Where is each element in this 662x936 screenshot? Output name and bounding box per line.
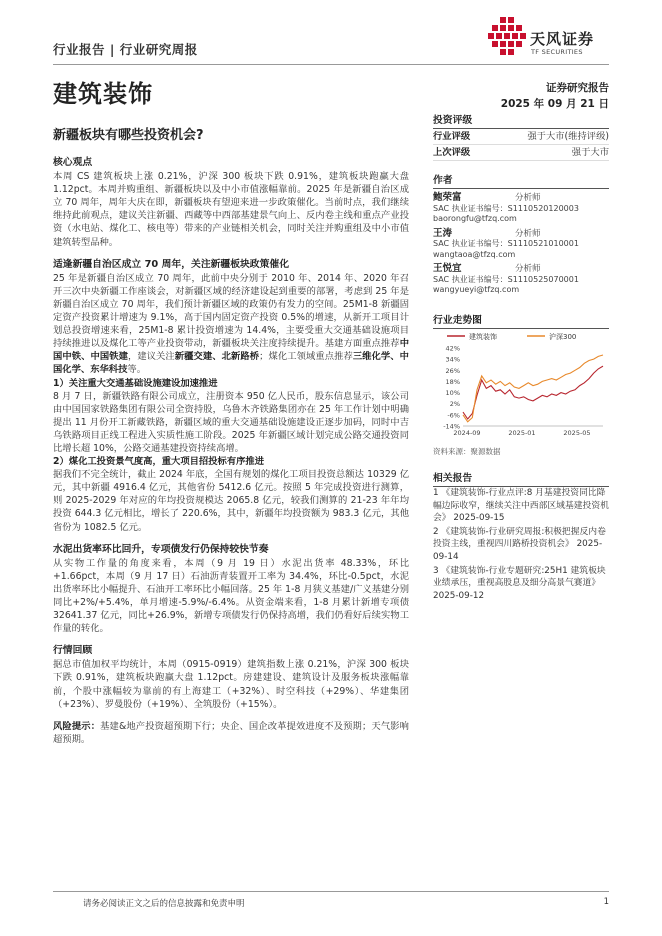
x-tick-label: 2025-01 (508, 429, 536, 437)
xinjiang-paragraph (53, 272, 409, 377)
related-block (433, 470, 609, 487)
sector-title: 建筑装饰 (53, 80, 153, 108)
rating-key: 上次评级 (433, 147, 471, 158)
recommend-infra: 中国中铁、中国铁建 (53, 338, 409, 363)
recommend-local: 新疆交建、北新路桥 (174, 351, 260, 363)
series-line (463, 366, 603, 419)
y-tick-label: 34% (445, 355, 460, 364)
author-role: 分析师 (515, 264, 541, 274)
author-item (433, 264, 609, 296)
trend-title: 行业走势图 (433, 312, 609, 329)
y-tick-label: 26% (445, 366, 460, 375)
logo-name-en: TF SECURITIES (531, 48, 583, 56)
xinjiang-text-2: ，建议关注 (127, 351, 175, 363)
related-report-item[interactable] (433, 487, 609, 525)
xinjiang-text-1: 25 年是新疆自治区成立 70 周年，此前中央分别于 2010 年、2014 年、2020 年召开三次中央新疆工作座谈会，对新疆区域的经济建设起到重要的部署，考虑到 25 年是新疆自治区成立 70 周年，我们预计新疆区域的政策仍有发力的空间。25M1-8 新疆固定资产投资累计增速为 9.1%，高于国内固定资产投资 0.5%的增速，从新开工项目计划总投资增速来看，25M1-8 累计投资增速为 14.4%，主要受重大交通基础设施项目持续推进以及煤化工等产业投资带动，新疆板块关注度持续提升。基建方面重点推荐 (53, 272, 409, 350)
trend-chart (433, 330, 609, 440)
author-name: 王涛 (433, 227, 453, 239)
author-cert: SAC 执业证书编号：S1110520120003 (433, 203, 579, 213)
section-title-market: 行情回顾 (53, 645, 93, 657)
x-tick-label: 2024-09 (453, 429, 481, 437)
y-tick-label: -14% (443, 422, 460, 431)
related-report-date: 2025-09-14 (433, 539, 603, 562)
report-type: 证券研究报告 (546, 82, 609, 94)
rating-value: 强于大市(维持评级) (527, 131, 609, 142)
authors-title: 作者 (433, 172, 609, 189)
author-item (433, 229, 609, 261)
footer-divider (53, 891, 609, 892)
section-title-xinjiang: 适逢新疆自治区成立 70 周年，关注新疆板块政策催化 (53, 258, 289, 270)
logo-name-cn: 天风证券 (530, 30, 595, 48)
related-report-date: 2025-09-12 (433, 590, 485, 601)
rating-title: 投资评级 (433, 112, 609, 129)
tf-logo-icon (486, 14, 528, 64)
y-tick-label: 42% (445, 344, 460, 353)
author-email[interactable]: wangyueyi@tfzq.com (433, 285, 520, 294)
disclaimer-note: 请务必阅读正文之后的信息披露和免责申明 (83, 899, 245, 909)
y-tick-label: -6% (447, 411, 460, 420)
related-list (433, 487, 609, 603)
author-name: 王悦宜 (433, 263, 462, 274)
transport-paragraph: 8 月 7 日，新疆铁路有限公司成立，注册资本 950 亿人民币，股东信息显示，该公司由中国国家铁路集团有限公司全资持股，乌鲁木齐铁路集团亦在 25 年工作计划中明确提出 11 月份开工新藏铁路，新疆区域的重大交通基础设施建设正逐步加码，同时中吉乌铁路项目正线工程进入实质性施工阶段。2025 年新疆区域计划完成公路交通投资同比增长超 10%，公路交通基建投资持续高增。 (53, 390, 409, 454)
author-cert: SAC 执业证书编号：S1110525070001 (433, 274, 579, 284)
section-title-core: 核心观点 (53, 157, 93, 168)
trend-block (433, 312, 609, 329)
company-logo (486, 14, 616, 64)
chart-source: 资料来源：聚源数据 (433, 447, 501, 456)
subsection-title-transport: 1）关注重大交通基础设施建设加速推进 (53, 377, 218, 389)
related-title: 相关报告 (433, 470, 609, 487)
page-number: 1 (603, 897, 609, 907)
y-tick-label: 2% (449, 400, 460, 409)
section-title-cement: 水泥出货率环比回升，专项债发行仍保持较快节奏 (53, 543, 269, 555)
related-report-date: 2025-09-15 (453, 513, 505, 524)
y-tick-label: 10% (445, 389, 460, 398)
report-headline: 新疆板块有哪些投资机会? (53, 128, 204, 143)
authors-block (433, 172, 609, 296)
risk-label: 风险提示： (53, 720, 101, 732)
related-report-item[interactable] (433, 526, 609, 564)
rating-table (433, 112, 609, 161)
report-category: 行业报告 | 行业研究周报 (53, 42, 198, 57)
report-date: 2025 年 09 月 21 日 (500, 98, 609, 110)
main-content (53, 156, 409, 746)
cement-paragraph: 从实物工作量的角度来看，本周（9 月 19 日）水泥出货率 48.33%，环比+1.66pct，本周（9 月 17 日）石油沥青装置开工率为 34.4%，环比-0.5pct，水泥出货率环比小幅提升、石油开工率环比小幅回落。25 年 1-8 月狭义基建/广义基建分别同比+2%/+5.4%，单月增速-5.9%/-6.4%。从资金端来看，1-8 月累计新增专项债 32641.37 亿元，同比+26.9%，新增专项债发行仍保持高增，我们仍看好后续实物工作量的转化。 (53, 557, 409, 635)
coal-chem-paragraph: 据我们不完全统计，截止 2024 年底，全国有规划的煤化工项目投资总额达 10329 亿元，其中新疆 4916.4 亿元，其他省份 5412.6 亿元。按照 5 年完成投资进行测算，则 2025-2029 年对应的年均投资规模达 2065.8 亿元，较我们测算的 21-23 年年均投资 644.3 亿元相比，增长了 220.6%，其中，新疆年均投资额为 983.3 亿元，其他省份为 1082.5 亿元。 (53, 469, 409, 533)
author-role: 分析师 (515, 193, 541, 203)
core-paragraph: 本周 CS 建筑板块上涨 0.21%，沪深 300 板块下跌 0.91%，建筑板块跑赢大盘 1.12pct。本周并购重组、新疆板块以及中小市值涨幅靠前。2025 年是新疆自治区成立 70 周年，周年大庆在即，新疆板块有望迎来进一步政策催化。当前时点，我们继续维持此前观点，建议关注新疆、西藏等中西部基建景气向上、反内卷主线和重点产业投资（水电站、煤化工、核电等）带来的产业链相关机会，同时关注并购重组及中小市值建筑转型品种。 (53, 171, 409, 248)
legend-label: 建筑装饰 (469, 333, 497, 341)
author-cert: SAC 执业证书编号：S1110521010001 (433, 239, 579, 248)
author-item (433, 193, 609, 225)
header-divider (53, 64, 609, 65)
xinjiang-text-4: 等。 (127, 364, 146, 376)
author-email[interactable]: baorongfu@tfzq.com (433, 214, 517, 223)
subsection-title-coal-chem: 2）煤化工投资景气度高，重大项目招投标有序推进 (53, 456, 265, 468)
rating-value: 强于大市 (571, 147, 609, 158)
related-report-text[interactable]: 1 《建筑装饰-行业点评:8 月基建投资同比降幅边际收窄，继续关注中西部区域基建投资机会》 (433, 488, 609, 524)
series-line (463, 355, 603, 422)
recommend-coal-chem: 三维化学、中国化学、东华科技 (53, 351, 409, 376)
rating-row (433, 129, 609, 145)
y-tick-label: 18% (445, 377, 460, 386)
x-tick-label: 2025-05 (563, 429, 591, 437)
risk-paragraph (53, 720, 409, 746)
rating-row (433, 145, 609, 161)
author-name: 鲍荣富 (433, 192, 462, 203)
xinjiang-text-3: ；煤化工领域重点推荐 (259, 351, 353, 363)
related-report-text[interactable]: 2 《建筑装饰-行业研究周报:积极把握反内卷投资主线，重视四川路桥投资机会》 (433, 526, 606, 550)
related-report-text[interactable]: 3 《建筑装饰-行业专题研究:25H1 建筑板块业绩承压，重视高股息及细分高景气赛道》 (433, 565, 606, 589)
related-report-item[interactable] (433, 565, 609, 603)
market-paragraph: 据总市值加权平均统计，本周（0915-0919）建筑指数上涨 0.21%，沪深 300 板块下跌 0.91%，建筑板块跑赢大盘 1.12pct。房建建设、建筑设计及服务板块涨幅靠前，个股中涨幅较为靠前的有上海建工（+32%）、时空科技（+29%）、华建集团（+23%）、罗曼股份（+19%）、全筑股份（+15%）。 (53, 659, 409, 710)
rating-key: 行业评级 (433, 131, 471, 142)
author-role: 分析师 (515, 228, 541, 239)
author-email[interactable]: wangtaoa@tfzq.com (433, 249, 516, 259)
risk-text: 基建&地产投资超预期下行；央企、国企改革提效进度不及预期；天气影响超预期。 (53, 720, 409, 745)
legend-label: 沪深300 (549, 333, 577, 341)
